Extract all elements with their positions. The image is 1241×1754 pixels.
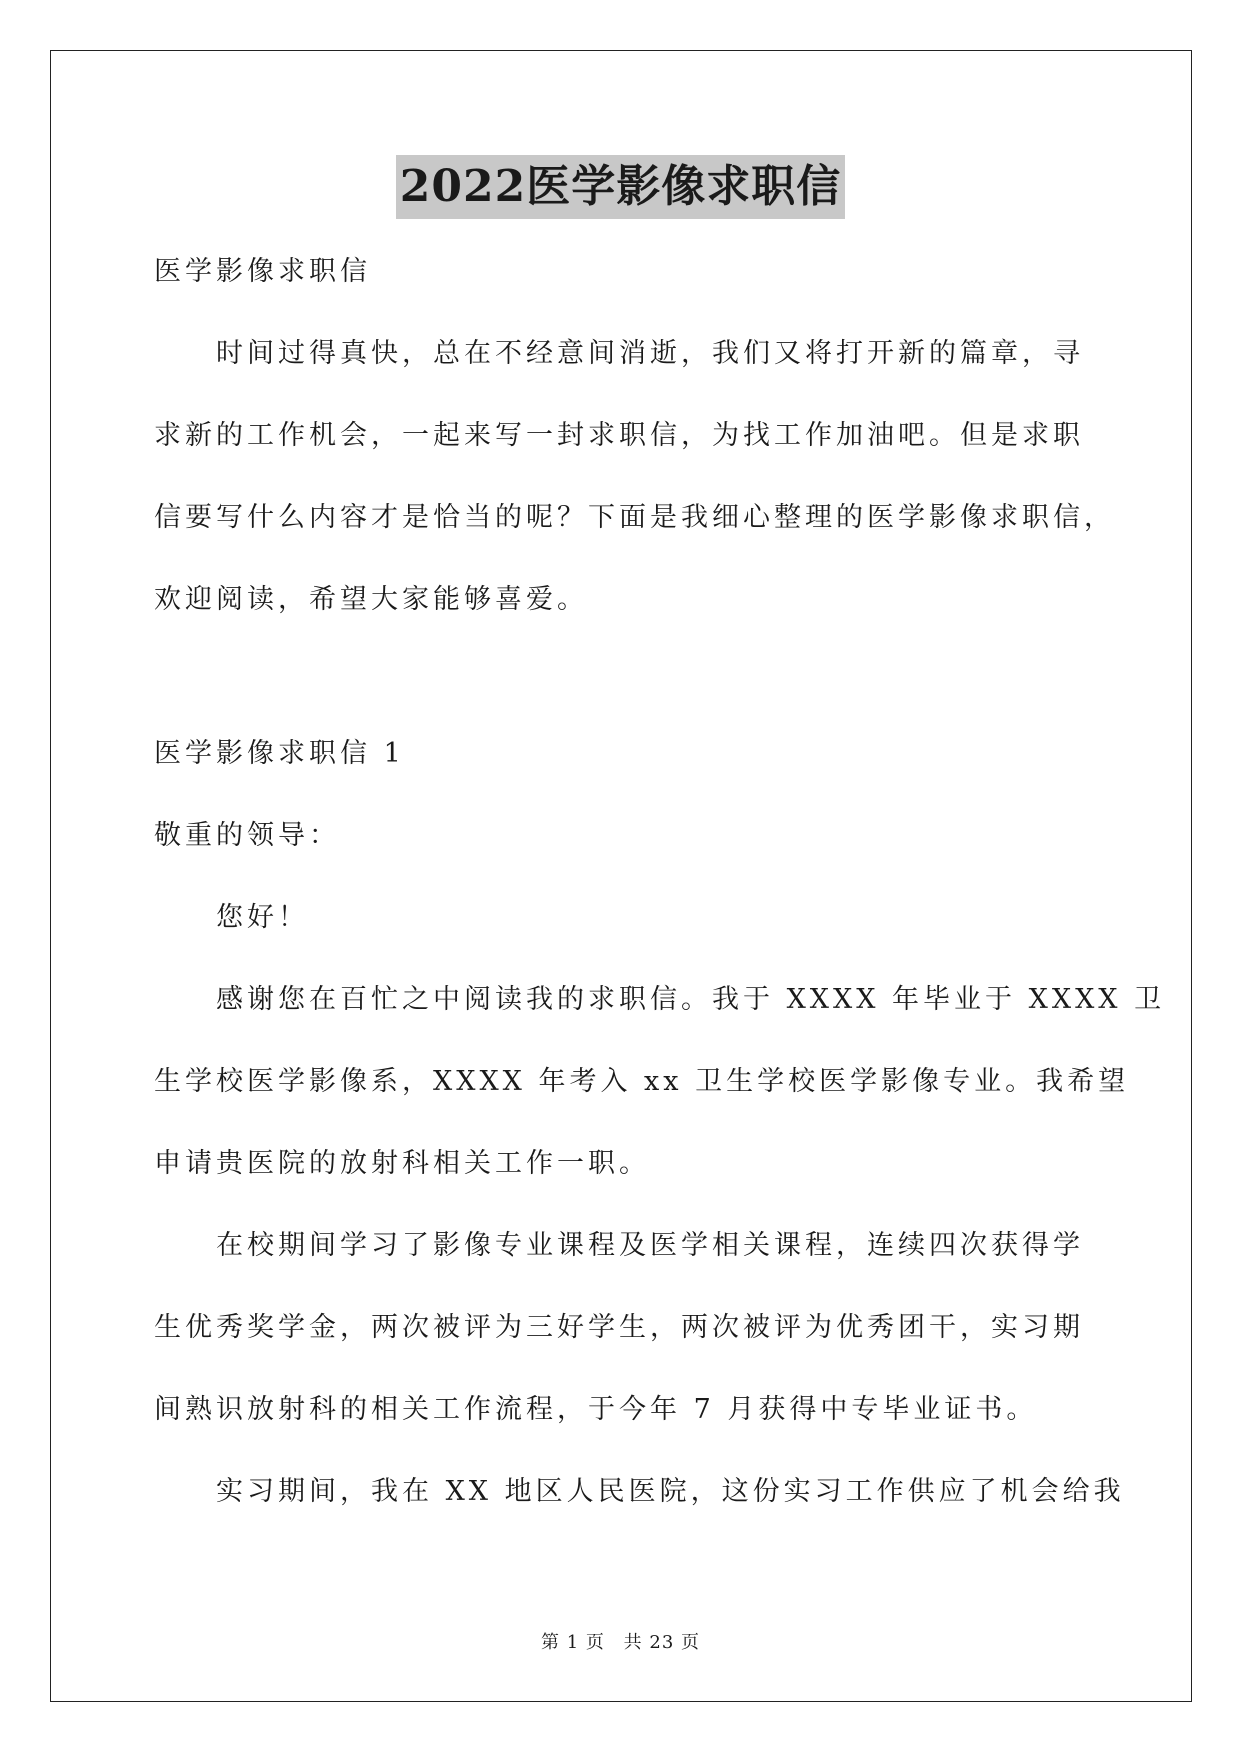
salutation: 敬重的领导： [154,820,340,851]
paragraph-line: 在校期间学习了影像专业课程及医学相关课程，连续四次获得学 [216,1230,1084,1261]
intro-line: 欢迎阅读，希望大家能够喜爱。 [154,584,588,615]
document-title: 2022医学影像求职信 [396,155,845,219]
paragraph-line: 间熟识放射科的相关工作流程，于今年 7 月获得中专毕业证书。 [154,1394,1038,1425]
page-number: 第 1 页 [541,1632,605,1653]
paragraph-line: 生学校医学影像系，XXXX 年考入 xx 卫生学校医学影像专业。我希望 [154,1066,1130,1097]
paragraph-line: 申请贵医院的放射科相关工作一职。 [154,1148,650,1179]
greeting: 您好！ [216,902,309,933]
paragraph-line: 感谢您在百忙之中阅读我的求职信。我于 XXXX 年毕业于 XXXX 卫 [216,984,1166,1015]
section-gap [154,662,1094,734]
intro-line: 求新的工作机会，一起来写一封求职信，为找工作加油吧。但是求职 [154,420,1084,451]
section-heading: 医学影像求职信 1 [154,738,405,769]
paragraph-line: 实习期间，我在 XX 地区人民医院，这份实习工作供应了机会给我 [216,1476,1125,1507]
document-body [154,252,1166,1554]
paragraph-line: 生优秀奖学金，两次被评为三好学生，两次被评为优秀团干，实习期 [154,1312,1084,1343]
page-total: 共 23 页 [623,1632,700,1653]
intro-line: 信要写什么内容才是恰当的呢？下面是我细心整理的医学影像求职信， [154,502,1115,533]
title-container [0,155,1241,219]
document-subtitle: 医学影像求职信 [154,256,371,287]
page-footer [0,1628,1241,1654]
intro-line: 时间过得真快，总在不经意间消逝，我们又将打开新的篇章，寻 [216,338,1084,369]
